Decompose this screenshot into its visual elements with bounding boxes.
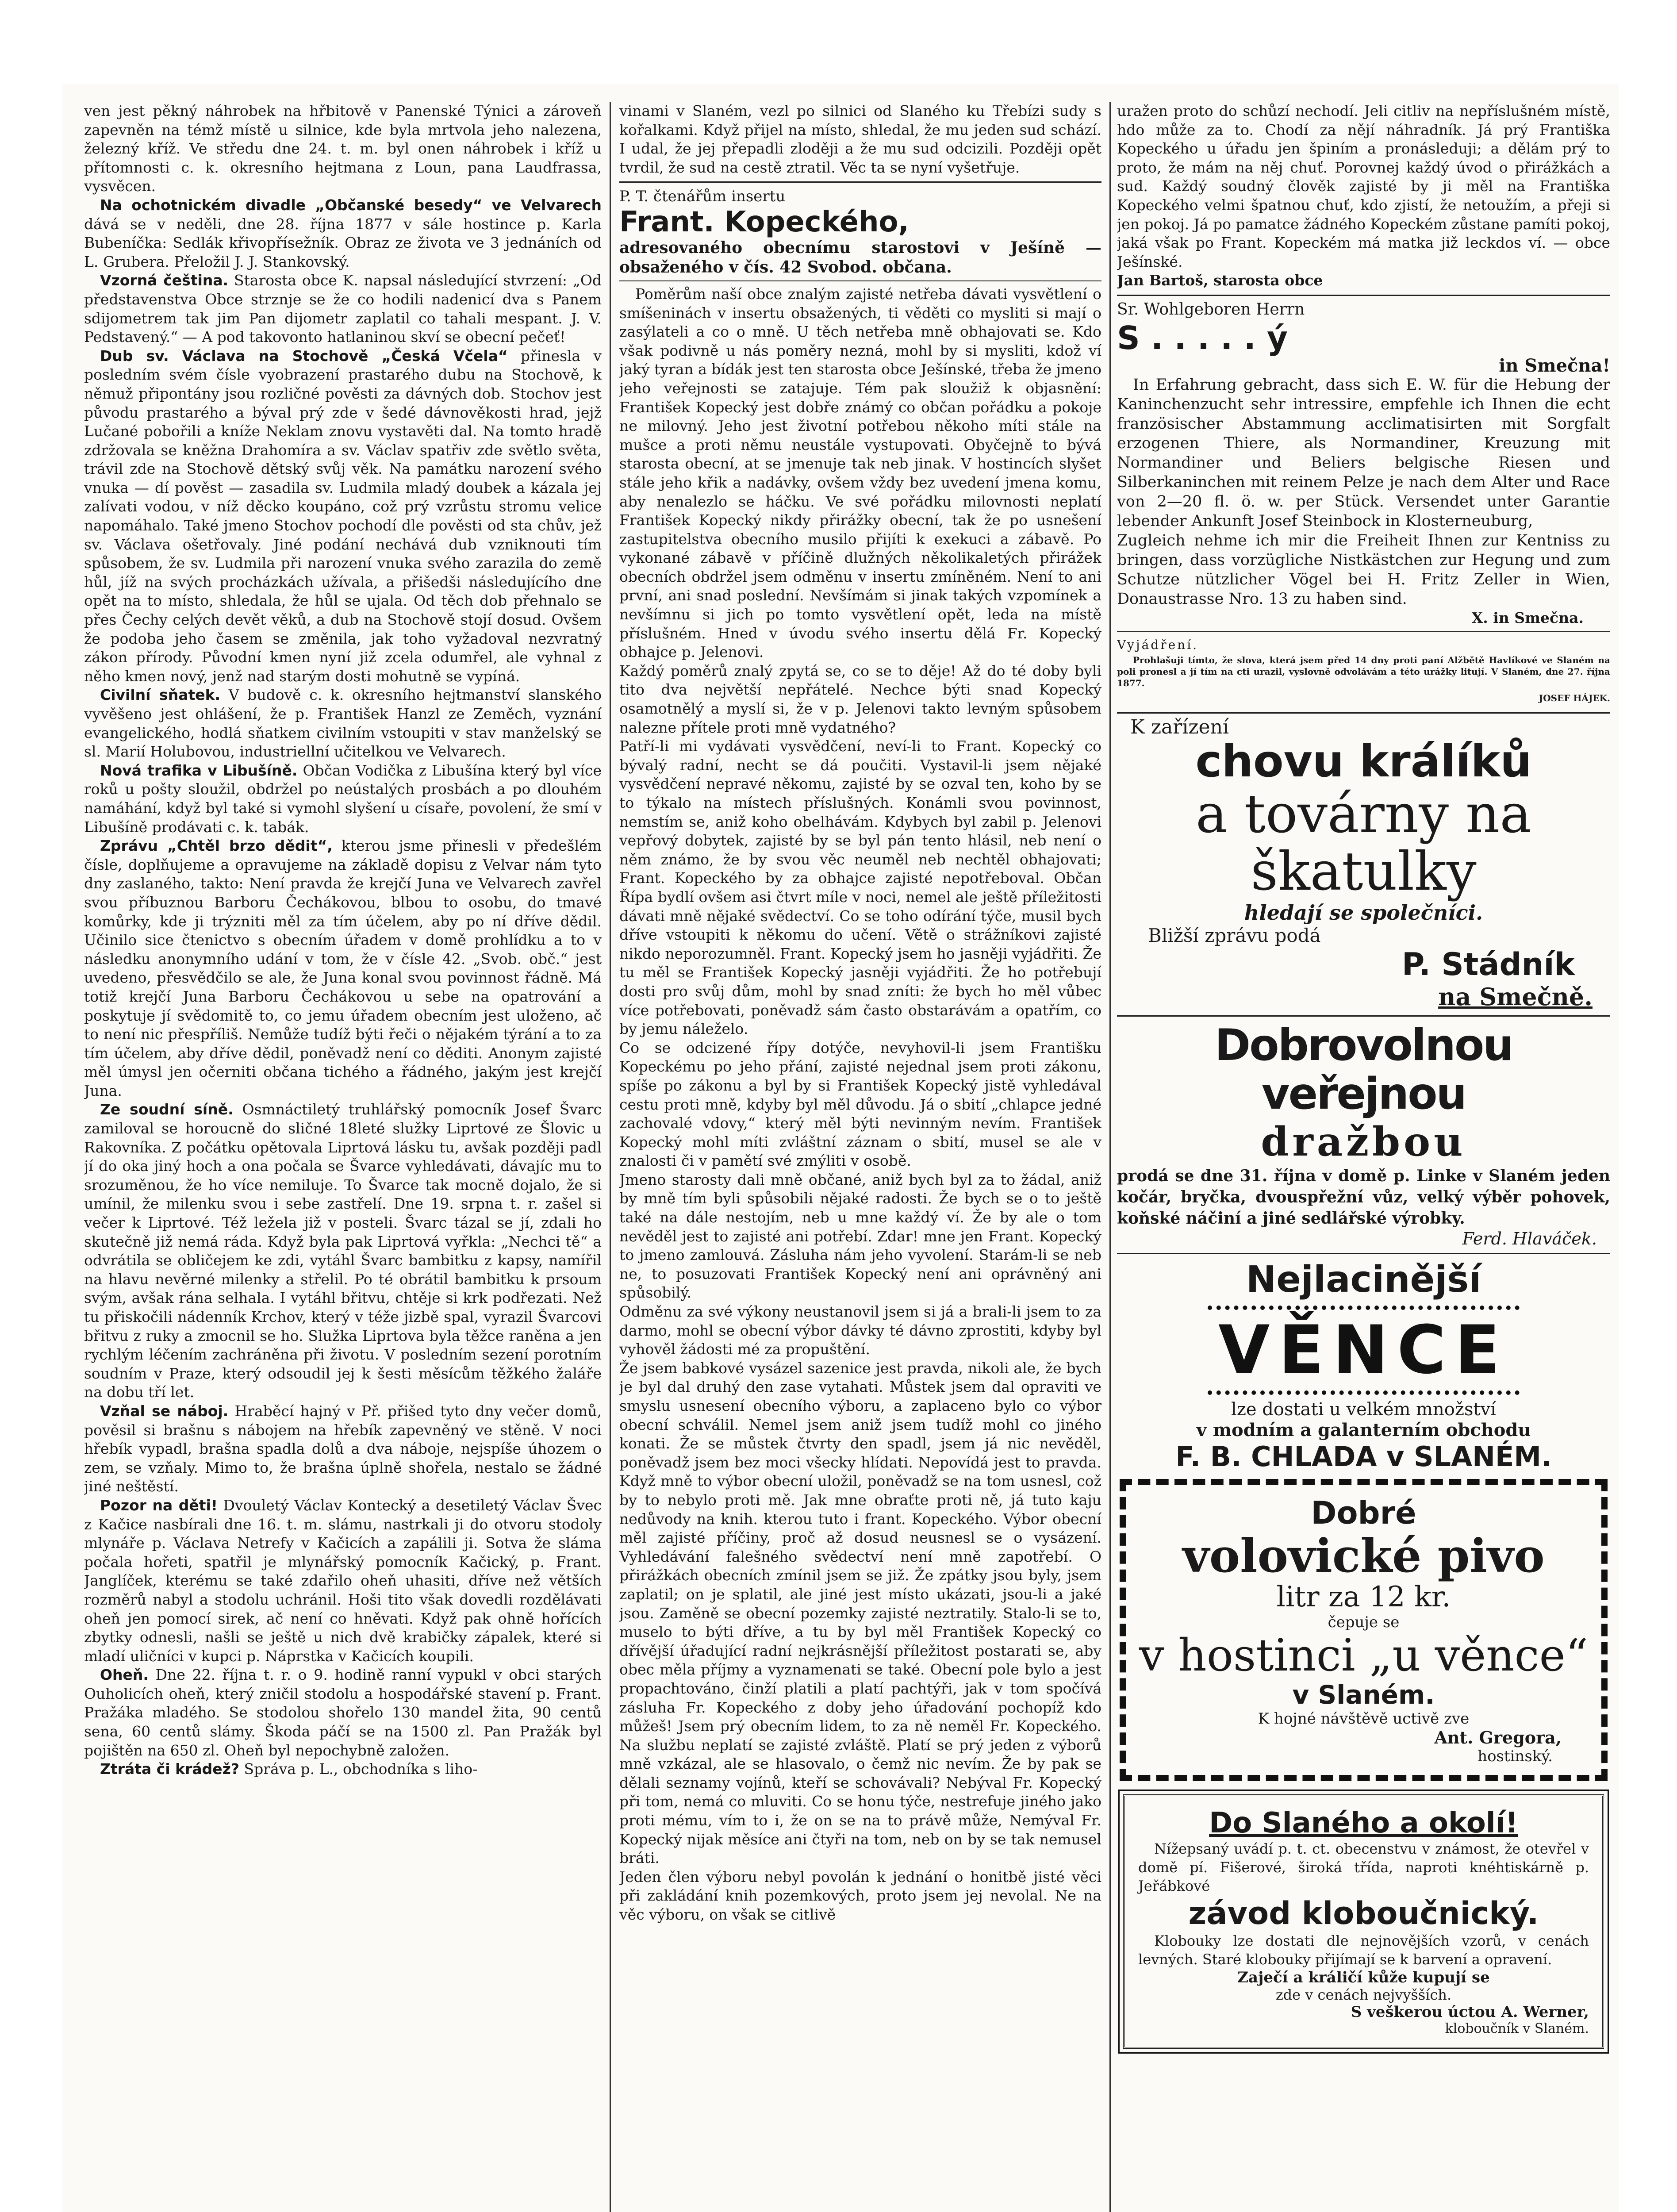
advert-line: Bližší zprávu podá — [1148, 924, 1321, 946]
advert-headline: dražbou — [1261, 1118, 1466, 1165]
advert-name: Ant. Gregora, — [1434, 1727, 1562, 1747]
advert-line: Zaječí a králičí kůže kupují se — [1237, 1968, 1490, 1986]
insert-subtitle: adresovaného obecnímu starostovi v Ješíně — obsaženého v čís. 42 Svobod. občana. — [619, 238, 1101, 276]
article-heading: Vzňal se náboj. — [100, 1402, 229, 1420]
advert-headline: závod kloboučnický. — [1188, 1895, 1539, 1932]
column-right — [1117, 102, 1610, 2212]
letter-recipient: S . . . . . ý — [1117, 319, 1288, 357]
advert-line: zde v cenách nejvyšších. — [1275, 1986, 1452, 2003]
column-middle — [619, 102, 1101, 2212]
advert-beer — [1120, 1479, 1608, 1781]
advert-line: v Slaném. — [1292, 1679, 1435, 1710]
article-heading: Oheň. — [100, 1666, 149, 1684]
article-text: Občan Vodička z Libušína který byl více roků u pošty sloužil, obdržel po neústalých prosbách a po dlouhém namáhání, když byl také si vymohl slyšení u císaře, povolení, že smí v Libušíně prodávati c. k. tabák. — [84, 761, 602, 836]
advert-headline: chovu králíků — [1195, 735, 1532, 787]
section-rule — [619, 280, 1101, 281]
advert-headline: a továrny na škatulky — [1196, 783, 1531, 902]
advert-wreaths — [1117, 1259, 1610, 1473]
advert-line: kloboučník v Slaném. — [1445, 2020, 1589, 2036]
advert-headline: VĚNCE — [1208, 1306, 1520, 1395]
article-paragraph: ven jest pěkný náhrobek na hřbitově v Panenské Týnici a zároveň zapevněn na témž místě u silnice, kde byla mrtvola jeho nalezena, železný kříž. Ve středu dne 24. t. m. byl onen náhrobek i kříž u přítomnosti c. k. okresního hejtmana z Loun, pana Laudfrassa, vysvěcen. — [84, 102, 602, 195]
notice-title: Vyjádření. — [1117, 637, 1199, 652]
signature: Jan Bartoš, starosta obce — [1117, 272, 1323, 289]
section-rule — [619, 181, 1101, 183]
advert-headline: Dobrovolnou veřejnou — [1214, 1020, 1513, 1119]
letter-signature: X. in Smečna. — [1471, 609, 1584, 627]
article-text: Osmnáctiletý truhlářský pomocník Josef Švarc zamiloval se horoucně do sličné 18leté služky Liprtové ze Šlovic u Rakovníka. Z počátku opětovala Liprtová lásku tu, avšak později padl jí do oka jiný hoch a ona počala se Švarce vyhledávati, dávajíc mu to srozuměnou, že ho více nemiluje. To Švarce tak mocně dojalo, že si umínil, že milenku svou i sebe zastřelí. Dne 19. srpna t. r. zašel si večer k Liprtové. Též ležela již v posteli. Švarc tázal se jí, zdali ho skutečně již nemá ráda. Když byla pak Liprtová vyřkla: „Nechci tě“ a odvrátila se obličejem ke zdi, vytáhl Švarc bambitku z kapsy, namířil na hlavu nevěrné milenky a střelil. Po té obrátil bambitku k prsoum svým, avšak rána selhala. I vytáhl břitvu, chtěje si krk podřezati. Než tu přiskočili nádenník Krchov, který v téže jizbě spal, vyrazil Švarcovi břitvu z ruky a zmocnil se ho. Služka Liprtova byla těžce raněna a jen rychlým léčením zachráněna při životu. V posledním sezení porotním soudním v Praze, který odsoudil jej k šesti měsícům těžkého žaláře na dobu tří let. — [84, 1101, 602, 1401]
notice-signature: JOSEF HÁJEK. — [1539, 693, 1610, 704]
advert-line: K zařízení — [1130, 715, 1229, 738]
advert-hatter — [1123, 1794, 1604, 2049]
notice-body: Prohlašuji tímto, že slova, která jsem před 14 dny proti paní Alžbětě Havlíkové ve Slaném na poli pronesl a jí tím na cti urazil, vyslovně odvolávám a této urážky litují. V Slaném, dne 27. října 1877. — [1117, 655, 1610, 689]
advert-auction — [1117, 1021, 1610, 1248]
advert-headline: volovické pivo — [1182, 1528, 1545, 1583]
advert-line: lze dostati u velkém množství — [1231, 1399, 1496, 1420]
advert-name: S veškerou úctou A. Werner, — [1351, 2003, 1589, 2021]
newspaper-page — [62, 84, 1619, 2212]
article-paragraph: uražen proto do schůzí nechodí. Jeli citliv na nepříslušném místě, hdo může za to. Chodí za nějí náhradník. Já prý Františka Kopeckého u úřadu jen špiním a pronásleduji; a dělám prý to proto, že mám na něj chuť. Porovnej každý úvod o přirážkách a sud. Každý soudný člověk zajisté by ji měl na Františka Kopeckého velmi špatnou chuť, kdo zjistí, že netoužím, a přeji si jen pokoj. Já po pamatce žádného Kopeckém zůstane pamíti pokoj, jaká však po Frant. Kopeckém má matka již leckdos ví. — obce Ješínské. — [1117, 102, 1610, 270]
column-rule — [610, 102, 611, 2212]
advert-line: hostinský. — [1477, 1747, 1553, 1765]
insert-kicker: P. T. čtenářům insertu — [619, 188, 786, 206]
section-rule — [1117, 712, 1610, 714]
article-paragraph: vinami v Slaném, vezl po silnici od Slaného ku Třebízi sudy s kořalkami. Když přijel na místo, shledal, že mu jeden sud schází. I udal, že jej přepadli zloději a že mu sud odcizili. Později opět tvrdil, že sud na cestě ztratil. Věc ta se nyní vyšetřuje. — [619, 102, 1101, 176]
article-heading: Ztráta či krádež? — [100, 1760, 239, 1778]
advert-line: litr za 12 kr. — [1276, 1580, 1451, 1613]
article-text: přinesla v posledním svém čísle vyobrazení prastarého dubu na Stochově, k němuž připontány jsou rozličné pověsti za dávných dob. Stochov jest původu prastarého a býval prý zde v šedé dávnověkosti hrad, jejž Lučané pobořili a kníže Neklam znovu vystavěti dal. Na tomto hradě zdržovala se kněžna Drahomíra a sv. Václav spatřiv zde světlo světa, trávil zde na Stochově dětský svůj věk. Na památku narození svého vnuka — dí pověst — zasadila sv. Ludmila mladý doubek a kázala jej zalívati vodou, v níž děcko koupáno, což prý vzrůstu stromu velice napomáhalo. Také jmeno Stochov pochodí dle pověsti od sta chův, jež sv. Václava ošetřovaly. Jiné podání nechává dub vzniknouti tím spůsobem, že sv. Ludmila při narození vnuka svého zarazila do země hůl, jíž na svých procházkách užívala, a přišedši následujícího dne opět na to místo, shledala, že hůl se ujala. Od těch dob přehnalo se přes Čechy celých devět věků, a dub na Stochově stojí dosud. Ovšem že podoba jeho časem se změnila, jak toho vyžadoval nezvratný zákon přírody. Původní kmen nyní již zcela odumřel, ale vyhnal z něho kmen nový, jenž nad starým dosti mohutně se vypíná. — [84, 347, 602, 685]
advert-line: Dobré — [1311, 1494, 1416, 1531]
article-heading: Na ochotnickém divadle „Občanské besedy“ ve Velvarech — [100, 196, 602, 214]
section-rule — [1117, 295, 1610, 296]
article-text: Správa p. L., obchodníka s liho- — [244, 1760, 478, 1778]
advert-rabbits — [1117, 715, 1610, 1011]
insert-body: Poměrům naší obce znalým zajisté netřeba dávati vysvětlení o smíšeninách v insertu obsažených, ti věděti co mysliti si mají o zasýlateli a co o mně. U těch netřeba mně obhajovati se. Kdo však podivně u nás poměry nezná, mohl by si mysliti, kdož ví jaký tyran a bídák jest ten starosta obce Ješínské, třeba že jmeno jeho veřejnosti se zatajuje. Tém pak sloužiž k objasnění: František Kopecký jest dobře známý co občan pořádku a pokoje ne milovný. Jeho jest životní potřebou někoho míti stále na mušce a proti němu neustále vystupovati. Obyčejně to bývá starosta obecní, at se jmenuje tak neb jinak. V hostincích slyšet stále jeho křik a nadávky, ovšem vždy bez uvedení jmena komu, aby nenalezlo se háčku. Ve své pořádku milovnosti neplatí František Kopecký nikdy přirážky obecní, tak že po usnešení zastupitelstva obecního musilo přijíti k exekuci a zábavě. Po vykonané zábavě v příčině dlužných několikaletých přirážek obecních obdržel jsem odměnu v insertu zmíněném. Není to ani první, ani snad poslední. Nevšímám si jinak takých vzpomínek a nevšímnu si jich po tomto vysvětlení opět, leda na místě příslušném. Hned v úvodu svého insertu dělá Fr. Kopecký obhajce p. Jelenovi. Každý poměrů znalý zpytá se, co se to děje! Až do té doby byli tito dva největší nepřátelé. Nechce býti snad Kopecký osamotnělý a myslí si, že v p. Jelenovi takto levným spůsobem nalezne přítele proti mně vydatného? Patří-li mi vydávati vysvědčení, neví-li to Frant. Kopecký co bývalý radní, necht se dá poučiti. Vystavil-li jsem nějaké vysvědčení nepravé někomu, zajisté by se ozval ten, koho by se to týkalo na místech příslušných. Konámli svou povinnost, nemstím se, aniž koho obelhávám. Kdybych byl zabil p. Jelenovi vepřový dobytek, zajisté by se byl pán tento hlásil, neb není o něm známo, že by svou věc neuměl neb nechtěl obhajovati; Frant. Kopeckého by za obhajce zajisté nepotřeboval. Občan Řípa bydlí ovšem asi čtvrt míle v noci, nemel ale ještě příležitosti dávati mně nějaké svědectví. Co se toho odírání týče, musil bych dříve vstoupiti k někomu do učení. Větě o strážníkovi zajisté nikdo neporozumněl. Frant. Kopecký jsem ho jasněji vyjádřiti. Že tu měl se František Kopecký jasněji vyjádřiti. Že ho potřebují dosti pro svůj dům, mohl by snad zníti: že bych ho měl vůbec více potřebovati, poněvadž sám často obstarávám a opatřím, co by jemu náleželo. Co se odcizené řípy dotýče, nevyhovil-li jsem Františku Kopeckému po jeho přání, zajisté nejednal jsem proti zákonu, spíše po zákonu a byl by si František Kopecký jistě vyhledával cestu proti mně, kdyby byl měl důvodu. Já o sbití „chlapce jedné zachovalé vdovy,“ který měl býti nevinným nevím. František Kopecký mohl míti zvláštní záznam o sbití, musel se ale v znalosti či v pamětí své zmýliti v osobě. Jmeno starosty dali mně občané, aniž bych byl za to žádal, aniž by mně tím byli spůsobili nějaké radosti. Že bych se o to ještě také na dále nestojím, neb u mne každý ví. Že by ale o tom nevěděl jest to zajisté ani potřebí. Zdar! mne jen Frant. Kopecký to jmeno zamlouvá. Zásluha nám jeho vyvolení. Starám-li se neb ne, to posuzovati František Kopecký není ani oprávněný ani spůsobilý. Odměnu za své výkony neustanovil jsem si já a brali-li jsem to za darmo, mohl se obecní výbor dávky té dávno zprostiti, kdyby byl vyhověl žádosti mé za propuštění. Že jsem babkové vysázel sazenice jest pravda, nikoli ale, že bych je byl dal druhý den zase vytahati. Můstek jsem dal opraviti ve smyslu usnesení obecního výboru, a zaplaceno bylo co výbor obecní schválil. Nemel jsem aniž jsem tudíž mohl co jiného konati. Že se můstek čtvrty den spadl, jsem já nic nevěděl, poněvadž jsem bez moci všecky hlídati. Nepovídá jest to pravda. Když mně to výbor obecní uložil, poněvadž se na tom usnesl, což by to nebylo proti mě. Jak mne obraťte proti ně, já tuto kaju nedůvody na knih. kterou tuto i frant. Kopeckého. Výbor obecní měl zajisté příčiny, proč až dosud neusnesl se o vysázení. Vyhledávání falešného svědectví není mně zapotřebí. O přirážkách obecních zmínil jsem se již. Že zpátky jsou byly, jsem zaplatil; on je splatil, ale jiné jest místo ukázati, jsou-li a jaké jsou. Zaměně se obecní pozemky zajisté neztratily. Stalo-li se to, muselo to býti dříve, a tu by byl měl František Kopecký co dřívější úřadující radní nejkrásnější příležitost postarati se, aby obec měla příjmy a vyznamenati se také. Obecní pole bylo a jest propachtováno, činží platili a platí pachtýři, jak v tom spočívá zásluha Fr. Kopeckého z doby jeho úřadování pochopíž kdo můžeš! Jsem prý obecním lidem, to za ně neměl Fr. Kopeckého. Na službu neplatí se zajisté zvláště. Platí se prý jeden z výborů mně vzkázal, ale se hlasovalo, o čemž nic nevím. Že by pak se dělali seznamy vojínů, kteří se schovávali? Nebýval Fr. Kopecký při tom, nemá co mluviti. Co se honu týče, nestrefuje jiného jako proti mému, vím to i, že on se na to právě může, Nemýval Fr. Kopecký nijak měsíce ani čtyři na tom, neb on by se tak nemusel bráti. Jeden člen výboru nebyl povolán k jednání o honitbě jisté věci při zakládání knih pozemkových, proto jsem jej nevolal. Ne na věc výboru, on však se citlivě — [619, 285, 1101, 1924]
advert-headline: Nejlacinější — [1246, 1258, 1481, 1301]
article-text: dává se v neděli, dne 28. října 1877 v sále hostince p. Karla Bubeníčka: Sedlák křivopřísežník. Obraz ze života ve 3 jednáních od L. Grubera. Přeložil J. J. Stankovský. — [84, 215, 602, 270]
article-text: Dne 22. října t. r. o 9. hodině ranní vypukl v obci starých Ouholicích oheň, který zničil stodolu a hospodářské stavení p. Frant. Pražáka mladého. Se stodolou shořelo 130 mandel žita, 90 centů sena, 60 centů slámy. Škoda páčí se na 1500 zl. Pan Pražák byl pojištěn na 650 zl. Oheň byl nepochybně založen. — [84, 1666, 602, 1759]
letter-place: in Smečna! — [1499, 355, 1610, 376]
advert-line: čepuje se — [1328, 1613, 1400, 1631]
advert-line: K hojné návštěvě uctivě zve — [1258, 1709, 1470, 1728]
article-text: V budově c. k. okresního hejtmanství slanského vyvěšeno jest ohlášení, že p. František Hanzl ze Zeměch, vyznání evangelického, hodlá sňatkem civilním vstoupiti v stav manželský se sl. Marií Holubovou, industriellní učitelkou ve Velvarech. — [84, 686, 602, 760]
advert-signature: Ferd. Hlaváček. — [1462, 1229, 1597, 1248]
article-heading: Pozor na děti! — [100, 1496, 218, 1514]
section-rule — [1117, 631, 1610, 632]
article-text: kterou jsme přinesli v předešlém čísle, doplňujeme a opravujeme na základě dopisu z Velvar nám tyto dny zaslaného, takto: Není pravda že krejčí Juna ve Velvarech zavřel svou příbuznou Barboru Čechákovou, blbou to osobu, do tmavé komůrky, kde ji trýzniti měl za tím účelem, aby po ní dříve dědil. Učinilo sice čtenictvo s obecním úřadem v domě prohlídku a to v následku anonymního udání v tom, že v čísle 42. „Svob. obč.“ jest uvedeno, přesvědčilo se ale, že Juna konal svou povinnost řádně. Má totiž krejčí Juna Barboru Čechákovou u sebe na opatrování a poskytuje jí svědomitě to, co jemu úřadem obecním jest uloženo, ač to není nic přespříliš. Nemůže tudíž býti řeči o nějakém týrání a to za tím účelem, aby dříve dědil, poněvadž není co děditi. Anonym zajisté měl úmysl jen očerniti občana tichého a řádného, jakým jest krejčí Juna. — [84, 837, 602, 1099]
letter-address: Sr. Wohlgeboren Herrn — [1117, 300, 1305, 319]
article-heading: Civilní sňatek. — [100, 686, 221, 704]
advert-headline: Do Slaného a okolí! — [1209, 1806, 1518, 1839]
article-text: Starosta obce K. napsal následující stvrzení: „Od představenstva Obce strznje se že co hodili nadenicí dva s Panem sdijometrem tak jim Pan dijometr zaplatil co tahali mespant. J. V. Pedstavený.“ — A pod takovonto hatlaninou skví se obecní pečeť! — [84, 272, 602, 346]
letter-body: In Erfahrung gebracht, dass sich E. W. für die Hebung der Kaninchenzucht sehr intressire, empfehle ich Ihnen die echt französischer Abstammung acclimatisirten mit Sorgfalt erzogenen Thiere, als Normandiner, Kreuzung mit Normandiner und Beliers belgische Riesen und Silberkaninchen mit reinem Pelze je nach dem Alter und Race von 2—20 fl. ö. w. per Stück. Versendet unter Garantie lebender Ankunft Josef Steinbock in Klosterneuburg, Zugleich nehme ich mir die Freiheit Ihnen zur Kentniss zu bringen, dass vorzügliche Nistkästchen zur Hegung und zum Schutze nützlicher Vögel bei H. Fritz Zeller in Wien, Donaustrasse Nro. 13 zu haben sind. — [1117, 376, 1610, 608]
advert-name: P. Stádník — [1401, 946, 1575, 983]
article-text: Hraběcí hajný v Př. přišed tyto dny večer domů, pověsil si brašnu s nábojem na hřebík zapevněný ve stěně. V noci hřebík vypadl, brašna spadla dolů a dva náboje, nejspíše úhozem o zem, se vzňaly. Mimo to, že brašna úplně shořela, nestalo se žádné jiné neštěstí. — [84, 1402, 602, 1495]
article-heading: Vzorná čeština. — [100, 272, 229, 289]
section-rule — [1117, 1015, 1610, 1017]
insert-title: Frant. Kopeckého, — [619, 205, 909, 238]
article-heading: Zprávu „Chtěl brzo dědit“, — [100, 837, 333, 855]
advert-text: prodá se dne 31. října v domě p. Linke v Slaném jeden kočár, bryčka, dvouspřežní vůz, velký výběr pohovek, koňské náčiní a jiné sedlářské výrobky. — [1117, 1166, 1610, 1228]
advert-name: F. B. CHLADA v SLANÉM. — [1175, 1440, 1552, 1473]
advert-text: Nížepsaný uvádí p. t. ct. obecenstvu v známost, že otevřel v domě pí. Fišerové, široká třída, naproti knéhtiskárně p. Jeřábkové — [1138, 1840, 1589, 1894]
article-heading: Dub sv. Václava na Stochově „Česká Včela“ — [100, 347, 508, 365]
article-heading: Ze soudní síně. — [100, 1101, 234, 1118]
article-heading: Nová trafika v Libušíně. — [100, 761, 298, 779]
section-rule — [1117, 1253, 1610, 1254]
advert-headline: v hostinci „u věnce“ — [1139, 1629, 1588, 1681]
advert-place: na Smečně. — [1438, 982, 1593, 1011]
advert-text: Klobouky lze dostati dle nejnovějších vzorů, v cenách levných. Staré klobouky přijímají se k barvení a opravení. — [1138, 1932, 1589, 1968]
advert-line: hledají se společníci. — [1244, 900, 1483, 925]
column-rule — [1109, 102, 1111, 2212]
article-text: Dvouletý Václav Kontecký a desetiletý Václav Švec z Kačice nasbírali dne 16. t. m. slámu, nastrkali ji do otvoru stodoly mlynáře p. Václava Netrefy v Kačicích a zapálili ji. Sotva že sláma počala hořeti, spatřil je mlynářský pomocník Kačický, p. Frant. Janglíček, kterému se také zdařilo oheň uhasiti, dříve než větších rozměrů nabyl a stodolu uchránil. Hoši tito však dovedli rozdělávati oheň jen pomocí sirek, ač není co hněvati. Když pak ohně hořících zbytky odnesli, našli se ještě u nich dvě krabičky zápalek, které si mladí uličníci v kupci p. Náprstka v Kačicích koupili. — [84, 1496, 602, 1665]
scan-margin — [0, 0, 1677, 84]
advert-line: v modním a galanterním obchodu — [1196, 1419, 1531, 1440]
column-left — [84, 102, 602, 2212]
